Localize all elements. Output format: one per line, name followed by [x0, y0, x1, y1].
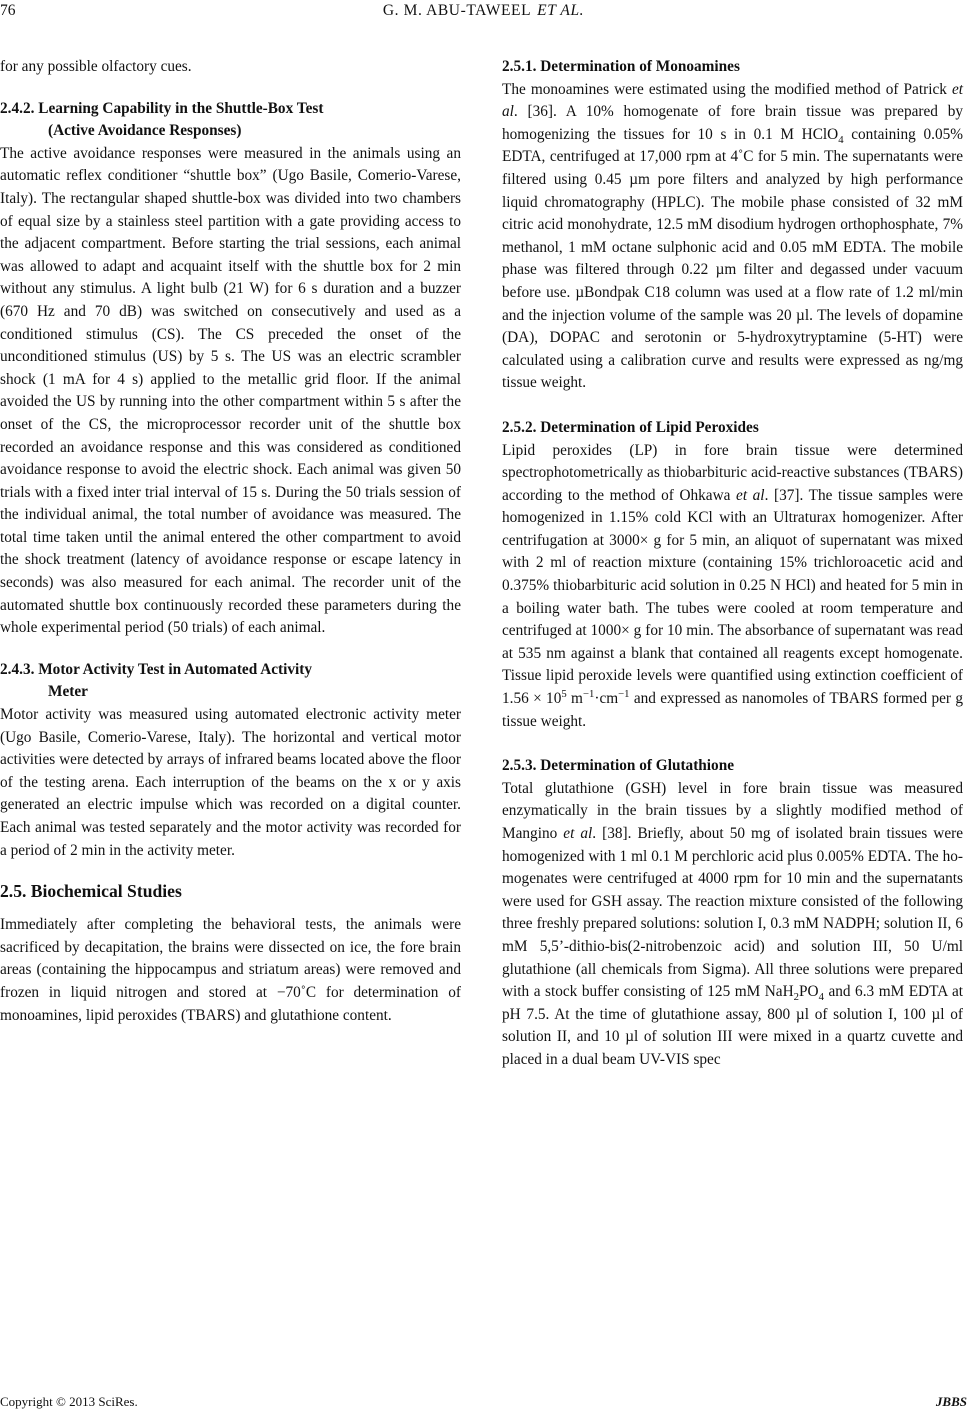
- heading-2-5-2: 2.5.2. Determination of Lipid Peroxides: [502, 418, 759, 436]
- paragraph-biochemical: Immediately after completing the behavioral tests, the animals were sacrificed by decapitation, the brains were dissected on ice, the fore brain areas (containing the hippocampus and striatum areas) were removed and frozen in liquid nitrogen and stored at −70˚C for determination of monoamines, lipid peroxides (TBARS) and glutathione content.: [0, 916, 461, 1024]
- paragraph-lipid-peroxides: Lipid peroxides (LP) in fore brain tissue were determined spectrophotometrically as thiobarbituric acid-reactive substances (TBARS) according to the method of Ohkawa et al. [37]. The tissue samples were homogenized in 1.15% cold KCl with an Ultraturax homogenizer. After centrifugation at 3000× g for 5 min, an aliquot of supernatant was mixed with 2 ml of reaction mixture (containing 15% trichloroacetic acid and 0.375% thiobarbituric acid solution in 0.25 N HCl) and heated for 5 min in a boiling water bath. The tubes were cooled at room temperature and centrifuged at 1000× g for 10 min. The absorbance of supernatant was read at 535 nm against a blank that contained all reagents except homogenate. Tissue lipid peroxide levels were quantified using extinction coefficient of $1.56 \times 10^5$ $m^{-1}\cdot cm^{-1}$ and expressed as nanomoles of TBARS formed per g tissue weight.: [502, 441, 964, 730]
- heading-2-4-3: 2.4.3. Motor Activity Test in Automated Activity Meter: [0, 660, 313, 701]
- copyright-notice: Copyright © 2013 SciRes.: [0, 1394, 138, 1409]
- paragraph-shuttle-box: The active avoidance responses were measured in the animals using an automatic reflex conditioner “shuttle box” (Ugo Basile, Comerio-Varese, Italy). The rectangular shaped shuttle-box was divided into two chambers of equal size by a stainless steel partition with a gate providing access to the adjacent compartment. Before starting the trial sessions, each animal was allowed to adapt and acquaint itself with the shuttle box for 2 min without any stimulus. A light bulb (21 W) for 6 s duration and a buzzer (670 Hz and 70 dB) was switched on consecutively and used as a conditioned stimulus (CS). The CS preceded the onset of the unconditioned stimulus (US) by 5 s. The US was an electric scrambler shock (1 mA for 4 s) applied to the metallic grid floor. If the animal avoided the US by running into the other compartment within 5 s after the onset of the CS, the microprocessor recorder unit of the shuttle box recorded an avoidance response and this was considered as conditioned avoidance response to avoid the electric shock. Each animal was given 50 trials with a fixed inter trial interval of 15 s. During the 50 trials session of the individual animal, the total number of avoidance was measured. The total time taken until the animal entered the other compartment to avoid the shock treatment (latency of avoidance response or escape latency in seconds) was also measured for each animal. The recorder unit of the automated shuttle box continuously recorded these parameters during the whole experimental period (50 trials) of each animal.: [0, 144, 461, 637]
- running-head: [0, 2, 967, 20]
- running-head-etal: ET AL.: [537, 2, 585, 19]
- paragraph-glutathione: Total glutathione (GSH) level in fore brain tissue was measured enzymatically in the brain tissues by a slightly modified method of Mangino et al. [38]. Briefly, about 50 mg of isolated brain tissues were homogenized with 1 ml 0.1 M perchloric acid plus 0.005% EDTA. The homogenates were centrifuged at 4000 rpm for 10 min and the supernatants were used for GSH assay. The reaction mixture consisted of the following three freshly prepared solutions: solution I, 0.3 mM NADPH; solution II, 6 mM 5,5’-dithio-bis(2-nitrobenzoic acid) and solution III, 50 U/ml glutathione (all chemicals from Sigma). All three solutions were prepared with a stock buffer consisting of 125 mM $NaH_2PO_4$ and 6.3 mM EDTA at pH 7.5. At the time of glutathione assay, 800 µl of solution I, 100 µl of solution II, and 10 µl of solution III were mixed in a quartz cuvette and placed in a dual beam UV-VIS spec: [502, 779, 964, 1068]
- paragraph-motor-activity: Motor activity was measured using automated electronic activity meter (Ugo Basile, Comerio-Varese, Italy). The horizontal and vertical motor activities were detected by arrays of infrared beams located above the floor of the testing arena. Each interruption of the beams on the x or y axis generated an electric impulse which was recorded on a digital counter. Each animal was tested separately and the motor activity was recorded for a period of 2 min in the activity meter.: [0, 706, 461, 859]
- heading-2-4-2: 2.4.2. Learning Capability in the Shuttle-Box Test (Active Avoidance Responses): [0, 99, 324, 140]
- running-head-authors: G. M. ABU-TAWEEL: [382, 2, 532, 19]
- page-header: [0, 0, 967, 28]
- left-column: [0, 56, 461, 1027]
- paragraph-monoamines: The monoamines were estimated using the modified method of Patrick et al. [36]. A 10% homogenate of fore brain tissue was prepared by homogenizing the tissues for 10 s in 0.1 M HClO$_4$ containing 0.05% EDTA, centrifuged at 17,000 rpm at 4˚C for 5 min. The supernatants were filtered using 0.45 µm pore filters and analyzed by high performance liquid chromatography (HPLC). The mobile phase consisted of 32 mM citric acid monohydrate, 12.5 mM disodium hydrogen orthophosphate, 7% methanol, 1 mM octane sulphonic acid and 0.05 mM EDTA. The mobile phase was filtered through 0.22 µm filter and degassed under vacuum before use. µBondpak C18 column was used at a flow rate of 1.2 ml/min and the injection volume of the sample was 20 µl. The levels of dopamine (DA), DOPAC and serotonin or 5-hydroxytryptamine (5-HT) were calculated using a calibration curve and results were expressed as ng/mg tissue weight.: [502, 80, 964, 392]
- journal-abbreviation: JBBS: [935, 1394, 967, 1409]
- heading-2-5-3: 2.5.3. Determination of Glutathione: [502, 757, 734, 775]
- paragraph-intro: for any possible olfactory cues.: [0, 58, 192, 75]
- heading-2-5-1: 2.5.1. Determination of Monoamines: [502, 58, 740, 75]
- right-column: [502, 56, 963, 1072]
- heading-2-5: 2.5. Biochemical Studies: [0, 881, 182, 902]
- page-number: 76: [0, 2, 16, 19]
